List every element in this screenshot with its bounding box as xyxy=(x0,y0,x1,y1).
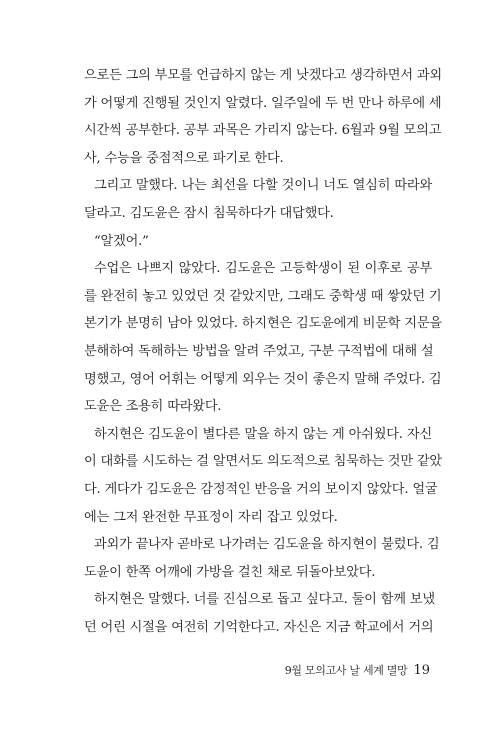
paragraph xyxy=(84,531,440,586)
text-line: 명했고, 영어 어휘는 어떻게 외우는 것이 좋은지 말해 주었다. 김 xyxy=(84,371,442,387)
text-line: 사, 수능을 중점적으로 파기로 한다. xyxy=(84,150,284,166)
text-line: “알겠어.” xyxy=(94,233,149,249)
text-line: 시간씩 공부한다. 공부 과목은 가리지 않는다. 6월과 9월 모의고 xyxy=(84,123,442,139)
text-line: 과외가 끝나자 곧바로 나가려는 김도윤을 하지현이 불렀다. 김 xyxy=(94,537,440,553)
text-line: 던 어린 시절을 여전히 기억한다고. 자신은 지금 학교에서 거의 xyxy=(84,619,434,635)
text-line: 하지현은 김도윤이 별다른 말을 하지 않는 게 아쉬웠다. 자신 xyxy=(94,426,432,442)
page-number: 19 xyxy=(413,663,430,678)
text-line: 에는 그저 완전한 무표정이 자리 잡고 있었다. xyxy=(84,509,338,525)
paragraph xyxy=(84,172,432,227)
text-line: 이 대화를 시도하는 걸 알면서도 의도적으로 침묵하는 것만 같았 xyxy=(84,454,442,470)
paragraph xyxy=(84,421,442,531)
text-line: 수업은 나쁘지 않았다. 김도윤은 고등학생이 된 이후로 공부 xyxy=(94,261,432,277)
text-line: 를 완전히 놓고 있었던 것 같았지만, 그래도 중학생 때 쌓았던 기 xyxy=(84,288,442,304)
paragraph xyxy=(84,62,442,172)
page-footer xyxy=(285,662,430,678)
text-line: 달라고. 김도윤은 잠시 침묵하다가 대답했다. xyxy=(84,205,334,221)
paragraph xyxy=(84,228,432,256)
text-line: 도윤은 조용히 따라왔다. xyxy=(84,399,222,415)
text-line: 도윤이 한쪽 어깨에 가방을 걸친 채로 뒤돌아보았다. xyxy=(84,564,376,580)
text-line: 그리고 말했다. 나는 최선을 다할 것이니 너도 열심히 따라와 xyxy=(94,178,432,194)
text-line: 본기가 분명히 남아 있었다. 하지현은 김도윤에게 비문학 지문을 xyxy=(84,316,442,332)
running-title: 9월 모의고사 날 세계 멸망 xyxy=(284,664,408,677)
text-line: 하지현은 말했다. 너를 진심으로 돕고 싶다고. 둘이 함께 보냈 xyxy=(94,592,435,608)
text-line: 으로든 그의 부모를 언급하지 않는 게 낫겠다고 생각하면서 과외 xyxy=(84,68,442,83)
text-line: 가 어떻게 진행될 것인지 알렸다. 일주일에 두 번 만나 하루에 세 xyxy=(84,95,442,111)
paragraph xyxy=(84,586,435,641)
body-text xyxy=(84,62,442,641)
text-line: 다. 게다가 김도윤은 감정적인 반응을 거의 보이지 않았다. 얼굴 xyxy=(84,481,438,497)
text-line: 분해하여 독해하는 방법을 알려 주었고, 구분 구적법에 대해 설 xyxy=(84,343,434,359)
paragraph xyxy=(84,255,442,421)
